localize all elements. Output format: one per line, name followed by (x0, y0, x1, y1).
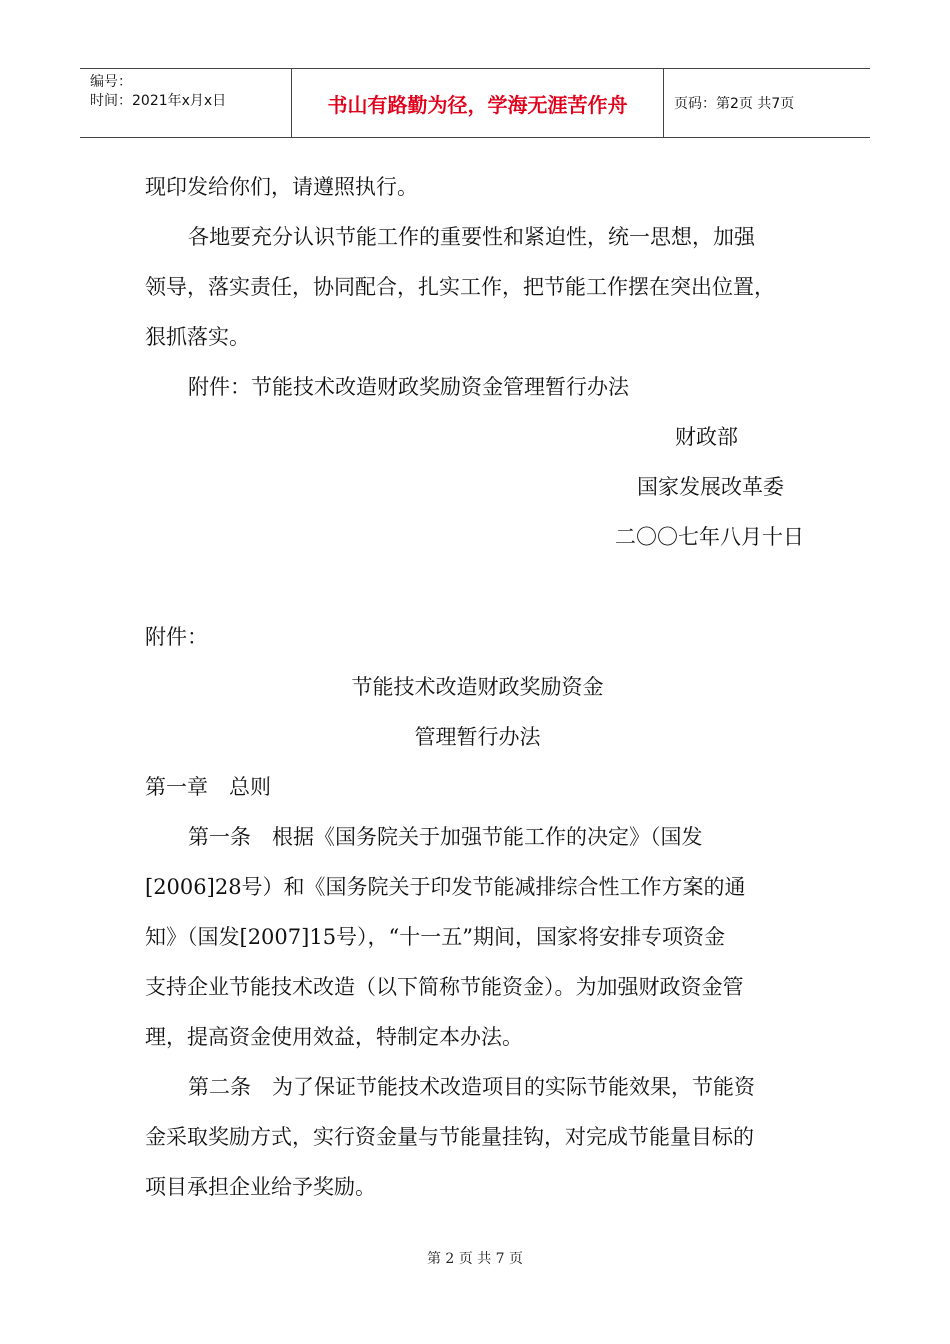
header-time: 时间：2021年x月x日 (90, 93, 227, 109)
paragraph: 各地要充分认识节能工作的重要性和紧迫性，统一思想，加强 (188, 225, 755, 249)
header-meta (80, 69, 292, 137)
paragraph: 狠抓落实。 (145, 325, 250, 349)
doc-title-line2: 管理暂行办法 (414, 725, 541, 749)
header-number: 编号： (90, 74, 132, 90)
article-1: [2006]28号）和《国务院关于印发节能减排综合性工作方案的通 (145, 875, 746, 899)
page-footer: 第 2 页 共 7 页 (426, 1251, 524, 1267)
header-page: 页码：第2页 共7页 (674, 96, 795, 112)
signature-date: 二〇〇七年八月十日 (615, 525, 804, 549)
attachment-line: 附件：节能技术改造财政奖励资金管理暂行办法 (188, 375, 629, 399)
article-2: 项目承担企业给予奖励。 (145, 1175, 376, 1199)
attachment-heading: 附件： (145, 625, 208, 649)
article-1: 支持企业节能技术改造（以下简称节能资金）。为加强财政资金管 (145, 975, 744, 999)
signature-ministry: 财政部 (675, 425, 738, 449)
article-1: 理，提高资金使用效益，特制定本办法。 (145, 1025, 523, 1049)
chapter-heading: 第一章 总则 (145, 775, 271, 799)
article-2: 第二条 为了保证节能技术改造项目的实际节能效果，节能资 (188, 1075, 755, 1099)
header-motto: 书山有路勤为径，学海无涯苦作舟 (292, 69, 664, 137)
article-2: 金采取奖励方式，实行资金量与节能量挂钩，对完成节能量目标的 (145, 1125, 754, 1149)
article-1: 第一条 根据《国务院关于加强节能工作的决定》（国发 (188, 825, 703, 849)
paragraph: 领导，落实责任，协同配合，扎实工作，把节能工作摆在突出位置， (145, 275, 775, 299)
signature-commission: 国家发展改革委 (637, 475, 784, 499)
article-1: 知》（国发[2007]15号），“十一五”期间，国家将安排专项资金 (145, 925, 726, 949)
paragraph: 现印发给你们，请遵照执行。 (145, 175, 418, 199)
page-header (80, 68, 870, 138)
doc-title-line1: 节能技术改造财政奖励资金 (351, 675, 604, 699)
document-body (145, 162, 810, 1212)
